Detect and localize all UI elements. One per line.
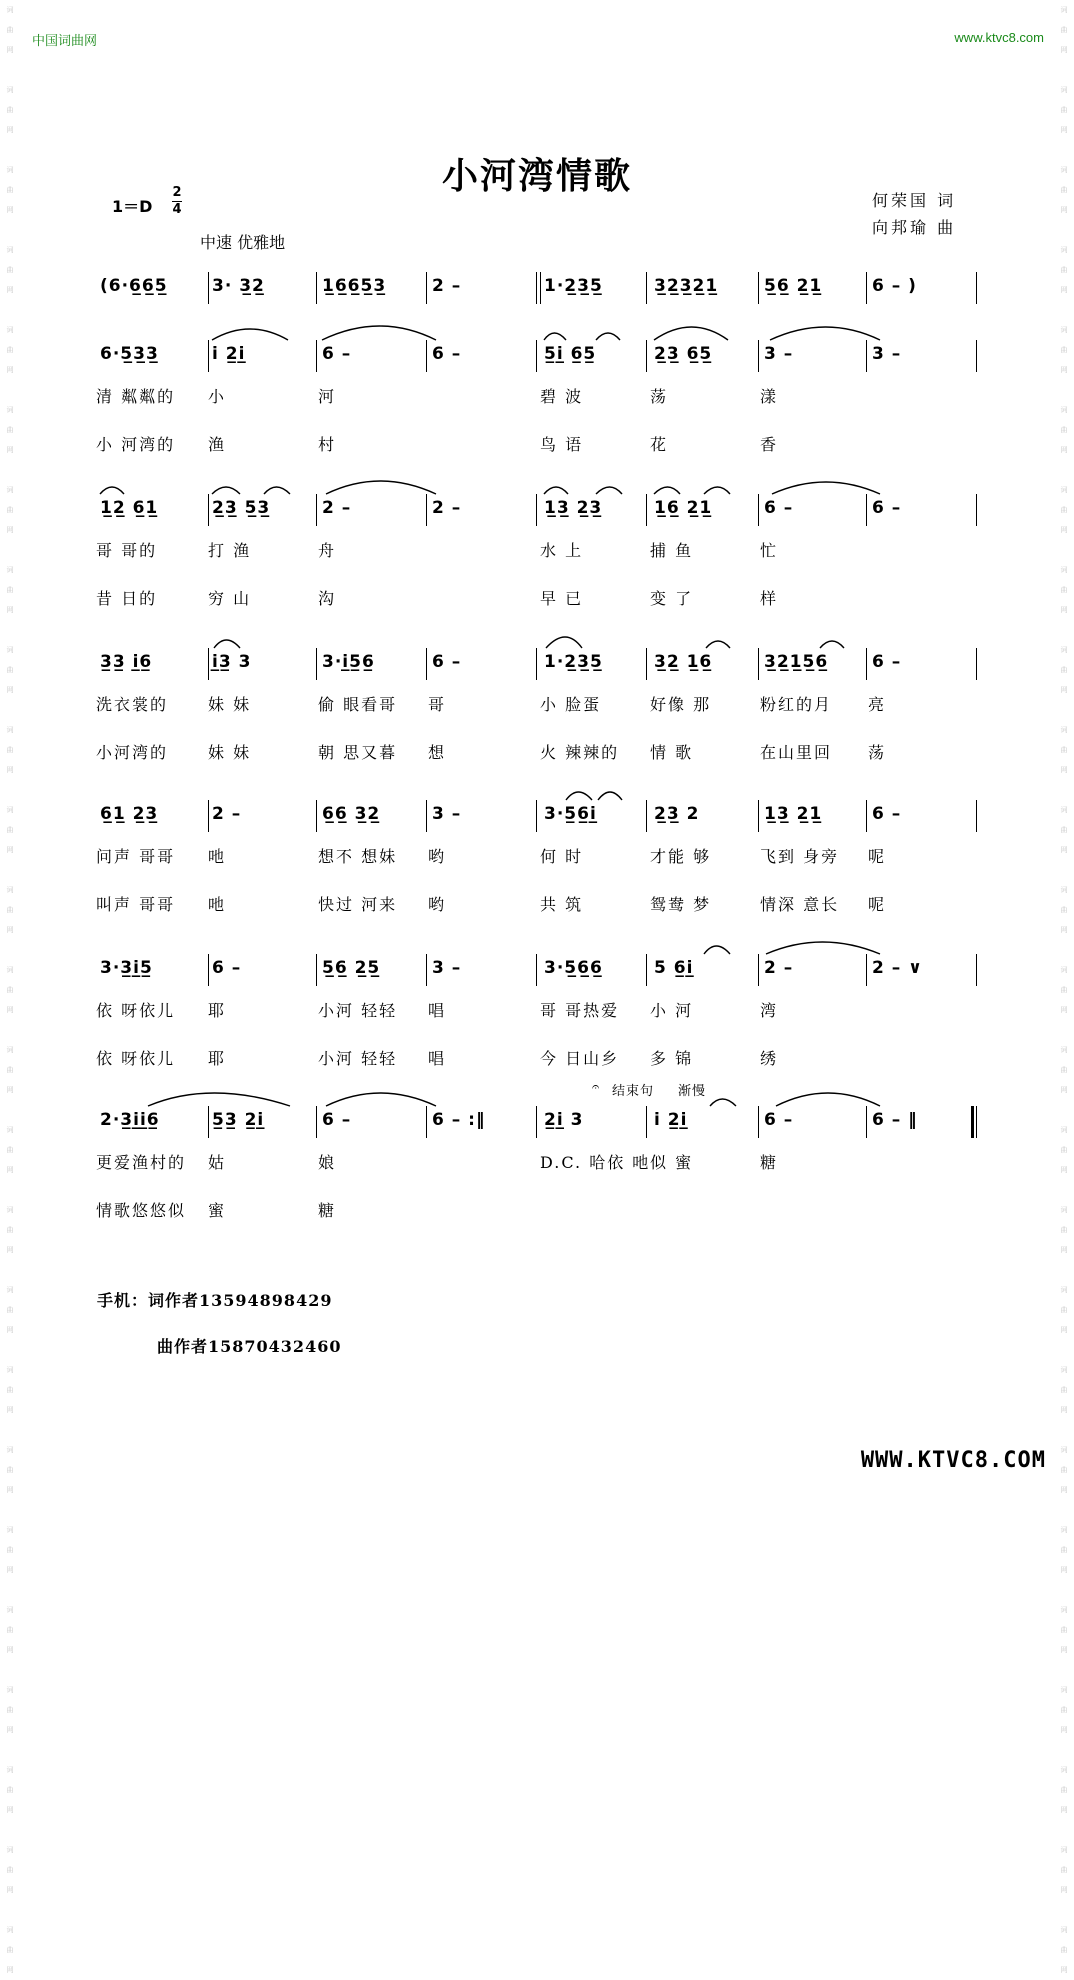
barline [866, 494, 867, 526]
lyric-verse-1: 小 [208, 387, 227, 406]
lyric-verse-2: 小河湾的 [96, 743, 169, 762]
measure-notes: 5̲6̲ 2̲1̲ [764, 276, 823, 296]
measure-notes: 6 – [872, 652, 902, 672]
measure-notes: 6 – :‖ [432, 1110, 486, 1130]
measure-notes: 6 – [872, 498, 902, 518]
measure-notes: 2̲3̲ 2 [654, 804, 700, 824]
measure-notes: 6̲1̲ 2̲3̲ [100, 804, 159, 824]
barline [540, 272, 541, 304]
lyric-verse-1: 漾 [760, 387, 779, 406]
measure-notes: 6 – [764, 1110, 794, 1130]
lyric-verse-1: 好像 那 [650, 695, 712, 714]
lyric-verse-2: 快过 河来 [318, 895, 398, 914]
left-watermark-strip: 词 曲 网 词 曲 网 词 曲 网 词 曲 网 词 曲 网 词 曲 网 词 曲 网 词 曲 网 词 曲 网 词 曲 网 词 曲 网 词 曲 网 词 曲 网 词 曲 网 词 曲 网 词 曲 网 词 曲 网 词 曲 网 词 曲 网 词 曲 网 词 曲 网 词 曲 网 词 曲 网 词 曲 网 词 曲 网 [6, 6, 14, 1974]
lyric-verse-1: 河 [318, 387, 337, 406]
measure-notes: 2 – [764, 958, 794, 978]
measure-notes: 1̲3̲ 2̲3̲ [544, 498, 603, 518]
measure-notes: 2 – [432, 276, 462, 296]
lyric-verse-2: 朝 思又暮 [318, 743, 398, 762]
measure-notes: 6·5̲3̲3̲ [100, 344, 159, 364]
barline [208, 800, 209, 832]
lyric-verse-2: 在山里回 [760, 743, 833, 762]
lyric-verse-2: 昔 日的 [96, 589, 158, 608]
measure-notes: 2 – [322, 498, 352, 518]
lyric-verse-1: 耶 [208, 1001, 227, 1020]
barline [426, 1106, 427, 1138]
barline [426, 494, 427, 526]
barline [208, 954, 209, 986]
barline [866, 648, 867, 680]
barline [758, 340, 759, 372]
measure-notes: 6̲6̲ 3̲2̲ [322, 804, 381, 824]
measure-notes: 2·3̲i̲i̲6̲ [100, 1110, 160, 1130]
barline [536, 494, 537, 526]
lyric-verse-1: 才能 够 [650, 847, 712, 866]
lyric-verse-1: 捕 鱼 [650, 541, 694, 560]
measure-notes: 2 – [432, 498, 462, 518]
barline [866, 340, 867, 372]
measure-notes: 3 – [764, 344, 794, 364]
measure-notes: i 2̲i̲ [654, 1110, 688, 1130]
measure-notes: 5̲6̲ 2̲5̲ [322, 958, 381, 978]
lyric-verse-1: 飞到 身旁 [760, 847, 840, 866]
barline [208, 340, 209, 372]
measure-notes: 3̲2̲3̲2̲1̲ [654, 276, 719, 296]
slur [326, 481, 436, 494]
key-signature: 1＝D [112, 197, 153, 216]
slur [654, 487, 680, 494]
measure-notes: 2̲3̲ 5̲3̲ [212, 498, 271, 518]
measure-notes: 6 – [212, 958, 242, 978]
lyric-verse-2: 叫声 哥哥 [96, 895, 176, 914]
barline [646, 494, 647, 526]
lyric-verse-2: 早 已 [540, 589, 584, 608]
barline [758, 272, 759, 304]
lyric-verse-2: 蜜 [208, 1201, 227, 1220]
measure-notes: 6 – [322, 344, 352, 364]
slur [820, 641, 844, 648]
measure-notes: 1·2̲3̲5̲ [544, 652, 603, 672]
measure-notes: 3·5̲6̲i̲ [544, 804, 597, 824]
barline [316, 272, 317, 304]
meter-bottom: 4 [172, 202, 182, 217]
measure-notes: 2 – ∨ [872, 958, 923, 978]
slur [326, 1093, 436, 1106]
slur [148, 1093, 290, 1106]
fermata-mark: 𝄐 [592, 1080, 600, 1095]
barline [536, 340, 537, 372]
slur [598, 792, 622, 800]
measure-notes: 2̲i̲ 3 [544, 1110, 584, 1130]
measure-notes: 2 – [212, 804, 242, 824]
site-logo: WWW.KTVC8.COM [860, 1448, 1046, 1473]
measure-notes: 6 – ‖ [872, 1110, 918, 1130]
lyric-verse-2: 变 了 [650, 589, 694, 608]
lyric-verse-1: 更爱渔村的 [96, 1153, 187, 1172]
slur [212, 487, 240, 494]
lyric-verse-1: 呢 [868, 847, 887, 866]
barline [758, 648, 759, 680]
lyric-verse-2: 哟 [428, 895, 447, 914]
barline [316, 954, 317, 986]
barline [208, 272, 209, 304]
slur [264, 487, 290, 494]
slur [212, 329, 288, 340]
measure-notes: 3̲2̲1̲5̲6̲ [764, 652, 829, 672]
lyric-verse-2: 呢 [868, 895, 887, 914]
lyric-verse-2: 情深 意长 [760, 895, 840, 914]
barline [208, 1106, 209, 1138]
slur [710, 1099, 736, 1106]
lyric-verse-1: 想不 想妹 [318, 847, 398, 866]
barline [866, 1106, 867, 1138]
slur [544, 487, 568, 494]
slur [654, 327, 728, 340]
lyric-verse-2: 花 [650, 435, 669, 454]
lyric-verse-1: 似 蜜 [650, 1153, 694, 1172]
measure-notes: 3̲3̲ i̲6̲ [100, 652, 153, 672]
composer-phone: 曲作者15870432460 [157, 1337, 342, 1356]
final-barline [971, 1106, 974, 1138]
measure-notes: 1̲6̲6̲5̲3̲ [322, 276, 387, 296]
lyric-verse-2: 香 [760, 435, 779, 454]
lyric-verse-2: 今 日山乡 [540, 1049, 620, 1068]
slur [596, 333, 620, 340]
lyric-verse-1: 哥 哥热爱 [540, 1001, 620, 1020]
lyricist-phone: 手机：词作者13594898429 [97, 1291, 333, 1310]
lyric-verse-2: 绣 [760, 1049, 779, 1068]
barline [646, 648, 647, 680]
slur [704, 946, 730, 954]
lyric-verse-1: 碧 波 [540, 387, 584, 406]
barline [646, 1106, 647, 1138]
lyric-verse-2: 穷 山 [208, 589, 252, 608]
lyric-verse-1: 小河 轻轻 [318, 1001, 398, 1020]
lyric-verse-2: 共 筑 [540, 895, 584, 914]
measure-notes: 1̲6̲ 2̲1̲ [654, 498, 713, 518]
barline [426, 954, 427, 986]
lyric-verse-2: 情 歌 [650, 743, 694, 762]
lyric-verse-1: 依 呀依儿 [96, 1001, 176, 1020]
barline [976, 340, 977, 372]
barline [646, 954, 647, 986]
lyric-verse-1: 打 渔 [208, 541, 252, 560]
lyric-verse-1: 哥 哥的 [96, 541, 158, 560]
barline [758, 800, 759, 832]
lyric-verse-1: 哟 [428, 847, 447, 866]
measure-notes: 3·5̲6̲6̲ [544, 958, 603, 978]
measure-notes: 1·2̲3̲5̲ [544, 276, 603, 296]
lyric-verse-2: 依 呀依儿 [96, 1049, 176, 1068]
barline [646, 340, 647, 372]
barline [536, 1106, 537, 1138]
barline [426, 272, 427, 304]
time-signature [172, 186, 182, 217]
lyric-verse-2: 想 [428, 743, 447, 762]
lyric-verse-2: 小 河湾的 [96, 435, 176, 454]
measure-notes: 6 – [872, 804, 902, 824]
measure-notes: 6 – [432, 344, 462, 364]
lyricist-credit: 何荣国 词 [872, 191, 957, 210]
measure-notes: 3 – [872, 344, 902, 364]
slur [544, 333, 566, 340]
measure-notes: 6 – [764, 498, 794, 518]
lyric-verse-1: 亮 [868, 695, 887, 714]
slur [704, 487, 730, 494]
measure-notes: 2̲3̲ 6̲5̲ [654, 344, 713, 364]
ritardando-label: 渐慢 [678, 1084, 707, 1099]
lyric-verse-2: 唱 [428, 1049, 447, 1068]
lyric-verse-1: 妹 妹 [208, 695, 252, 714]
lyric-verse-1: 问声 哥哥 [96, 847, 176, 866]
ending-phrase-label: 结束句 [612, 1084, 655, 1099]
song-title: 小河湾情歌 [441, 155, 632, 197]
measure-notes: i 2̲i̲ [212, 344, 246, 364]
measure-notes: 1̲3̲ 2̲1̲ [764, 804, 823, 824]
slur [214, 640, 240, 648]
barline [646, 800, 647, 832]
barline [758, 954, 759, 986]
composer-credit: 向邦瑜 曲 [872, 218, 957, 237]
barline [426, 648, 427, 680]
lyric-verse-2: 火 辣辣的 [540, 743, 620, 762]
lyric-verse-1: 洗衣裳的 [96, 695, 169, 714]
lyric-verse-2: 渔 [208, 435, 227, 454]
measure-notes: 5̲i̲ 6̲5̲ [544, 344, 597, 364]
measure-notes: 6 – [322, 1110, 352, 1130]
lyric-verse-1: 小 脸蛋 [540, 695, 602, 714]
barline [536, 800, 537, 832]
measure-notes: 3 – [432, 958, 462, 978]
barline [316, 648, 317, 680]
barline [426, 340, 427, 372]
barline [976, 800, 977, 832]
barline [976, 954, 977, 986]
lyric-verse-1: 清 粼粼的 [96, 387, 176, 406]
slur [776, 1093, 880, 1106]
slur [566, 792, 592, 800]
barline [536, 954, 537, 986]
lyric-verse-1: 舟 [318, 541, 337, 560]
lyric-verse-2: 沟 [318, 589, 337, 608]
barline [758, 494, 759, 526]
lyric-verse-2: 耶 [208, 1049, 227, 1068]
measure-notes: i̲3̲ 3 [212, 652, 252, 672]
lyric-verse-2: 村 [318, 435, 337, 454]
measure-notes: 1̲2̲ 6̲1̲ [100, 498, 159, 518]
lyric-verse-1: 唱 [428, 1001, 447, 1020]
measure-notes: 3 – [432, 804, 462, 824]
lyric-verse-1: D.C. 哈依 吔 [540, 1153, 651, 1172]
meter-top: 2 [172, 185, 182, 200]
slur [100, 487, 124, 494]
lyric-verse-2: 吔 [208, 895, 227, 914]
slur [766, 942, 880, 954]
lyric-verse-2: 多 锦 [650, 1049, 694, 1068]
barline [976, 494, 977, 526]
measure-notes: 3̲2̲ 1̲6̲ [654, 652, 713, 672]
lyric-verse-1: 娘 [318, 1153, 337, 1172]
lyric-verse-2: 妹 妹 [208, 743, 252, 762]
measure-notes: 5̲3̲ 2̲i̲ [212, 1110, 265, 1130]
measure-notes: 6 – ) [872, 276, 917, 296]
measure-notes: 3·3̲i̲5̲ [100, 958, 153, 978]
lyric-verse-1: 湾 [760, 1001, 779, 1020]
tempo-marking: 中速 优雅地 [200, 233, 286, 252]
barline [758, 1106, 759, 1138]
barline [976, 1106, 977, 1138]
barline [316, 494, 317, 526]
barline [316, 800, 317, 832]
right-watermark-strip: 词 曲 网 词 曲 网 词 曲 网 词 曲 网 词 曲 网 词 曲 网 词 曲 网 词 曲 网 词 曲 网 词 曲 网 词 曲 网 词 曲 网 词 曲 网 词 曲 网 词 曲 网 词 曲 网 词 曲 网 词 曲 网 词 曲 网 词 曲 网 词 曲 网 词 曲 网 词 曲 网 词 曲 网 词 曲 网 [1060, 6, 1068, 1974]
lyric-verse-2: 小河 轻轻 [318, 1049, 398, 1068]
barline [316, 340, 317, 372]
barline [536, 272, 537, 304]
barline [536, 648, 537, 680]
barline [866, 954, 867, 986]
measure-notes: 5 6̲i̲ [654, 958, 694, 978]
barline [976, 648, 977, 680]
lyric-verse-1: 何 时 [540, 847, 584, 866]
slur [596, 487, 622, 494]
site-name-link[interactable]: 中国词曲网 [32, 33, 98, 48]
lyric-verse-2: 情歌悠悠似 [96, 1201, 187, 1220]
barline [316, 1106, 317, 1138]
lyric-verse-1: 糖 [760, 1153, 779, 1172]
barline [976, 272, 977, 304]
slur [322, 326, 436, 340]
measure-notes: 3·i̲5̲6̲ [322, 652, 375, 672]
lyric-verse-2: 样 [760, 589, 779, 608]
lyric-verse-2: 糖 [318, 1201, 337, 1220]
lyric-verse-1: 水 上 [540, 541, 584, 560]
lyric-verse-2: 荡 [868, 743, 887, 762]
barline [866, 272, 867, 304]
lyric-verse-1: 忙 [760, 541, 779, 560]
slur [546, 637, 582, 648]
lyric-verse-2: 鸟 语 [540, 435, 584, 454]
lyric-verse-1: 小 河 [650, 1001, 694, 1020]
measure-notes: 6 – [432, 652, 462, 672]
lyric-verse-1: 哥 [428, 695, 447, 714]
measure-notes: (6·6̲6̲5̲ [100, 276, 168, 296]
barline [646, 272, 647, 304]
lyric-verse-1: 姑 [208, 1153, 227, 1172]
lyric-verse-1: 粉红的月 [760, 695, 833, 714]
slur [772, 482, 880, 494]
lyric-verse-1: 荡 [650, 387, 669, 406]
barline [426, 800, 427, 832]
barline [866, 800, 867, 832]
barline [208, 648, 209, 680]
site-url-link[interactable]: www.ktvc8.com [954, 30, 1044, 45]
measure-notes: 3· 3̲2̲ [212, 276, 265, 296]
lyric-verse-1: 偷 眼看哥 [318, 695, 398, 714]
lyric-verse-2: 鸳鸯 梦 [650, 895, 712, 914]
lyric-verse-1: 吔 [208, 847, 227, 866]
slur [706, 641, 730, 648]
barline [208, 494, 209, 526]
slur [770, 327, 880, 340]
